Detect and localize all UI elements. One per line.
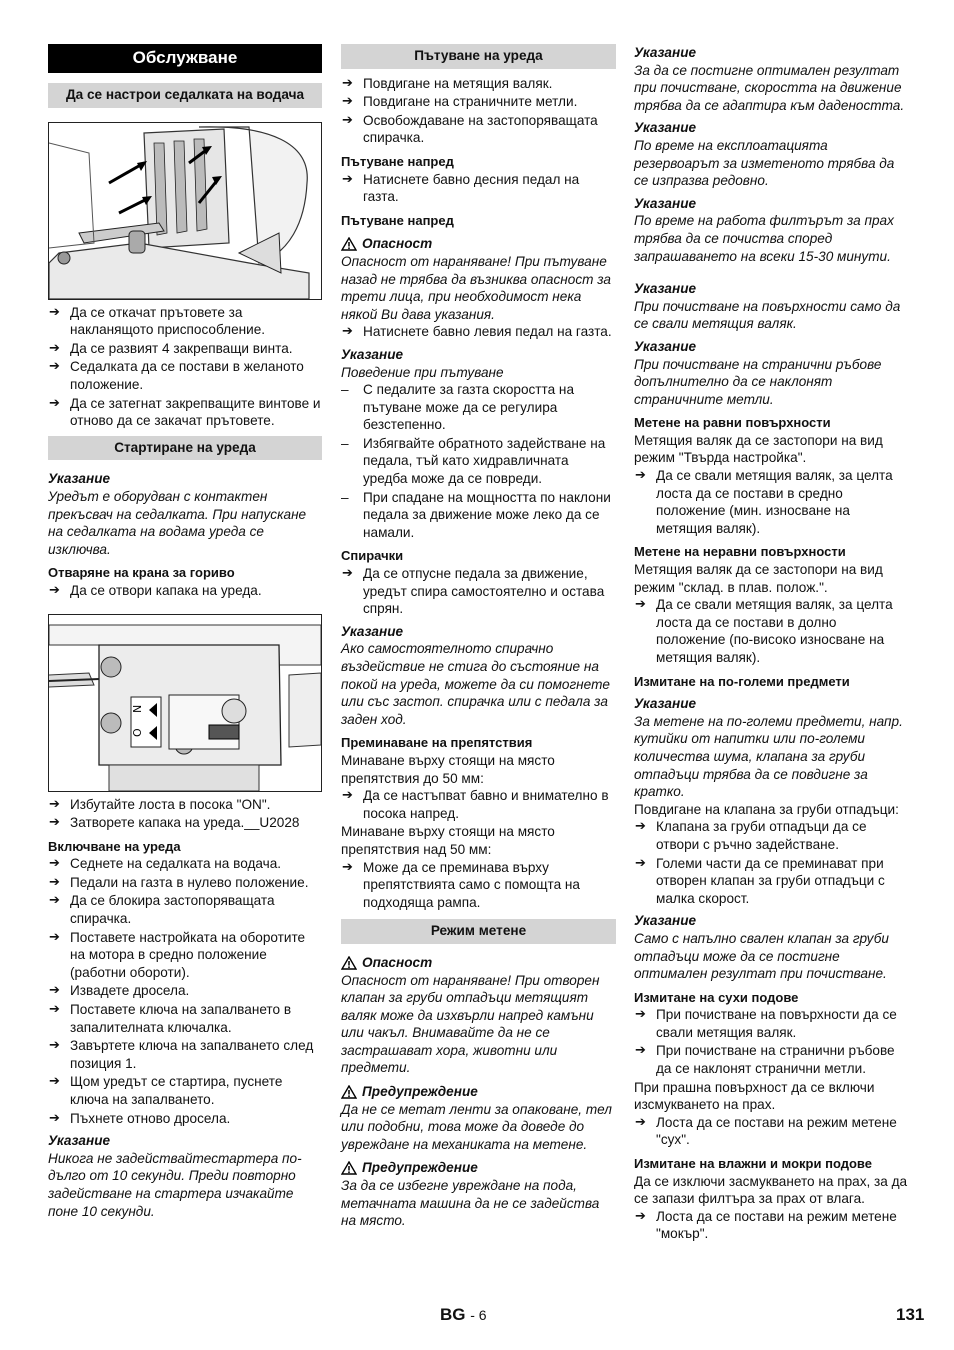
obstacles-text-2: Минаване върху стоящи на място препятствия над 50 мм: [341,824,555,857]
list-item: ➔ Да се настъпват бавно и внимателно в посока напред. [341,787,616,822]
forward-heading-2: Пътуване напред [341,212,454,228]
note-label: Указание [48,471,111,487]
list-item: ➔ Повдигане на страничните метли. [341,93,616,111]
list-item: ➔ Натиснете бавно левия педал на газта. [341,323,616,341]
list-item: ➔ Да се затегнат закрепващите винтове и отново да се закачат прътовете. [48,395,322,430]
switch-on-heading: Включване на уреда [48,838,181,854]
list-item: – При спадане на мощността по наклони педала за движение може леко да се намали. [341,489,616,542]
travel-heading: Пътуване на уреда [341,44,616,69]
list-item: ➔ При почистване на странични ръбове да се наклонят странични метли. [634,1042,908,1077]
wet-steps [634,1208,908,1243]
list-item: ➔ Поставете настройката на оборотите на мотора в средно положение (работни обороти). [48,929,322,982]
danger-label: Опасност [362,236,433,252]
list-item: ➔ Може да се преминава върху препятствията само с помощта на подходяща рампа. [341,859,616,912]
seat-figure [48,122,322,300]
list-item: ➔ Големи части да се преминават при отворен клапан за груби отпадъци с малка скорост. [634,855,908,908]
list-item: ➔ Затворете капака на уреда.__U2028 [48,814,322,832]
note-label: Указание [341,623,404,639]
fuel-figure [48,614,322,792]
fuel-tap-illustration [49,615,321,791]
seat-adjustment-illustration [49,123,321,299]
note-label: Указание [48,1133,111,1149]
note-label: Указание [634,195,697,211]
obstacles-steps-2 [341,859,616,912]
list-item: ➔ Да се свали метящия валяк, за целта лоста да се постави в средно положение (мин. износване на метящия валяк). [634,467,908,537]
list-item: ➔ Клапана за груби отпадъци да се отвори с ръчно задействане. [634,818,908,853]
list-item: ➔ Пъхнете отново дросела. [48,1110,322,1128]
sweep-danger-text: Опасност от нараняване! При отворен клапан за груби отпадъци метящият валяк може да изхвърли напред камъни или чакъл. Внимавайте да не се застрашават хора, животни или предмети. [341,972,600,1076]
flap-steps [634,818,908,907]
flap-text: Повдигане на клапана за груби отпадъци: [634,801,899,817]
note-5: При почистване на странични ръбове допълнително да се наклонят страничните метли. [634,356,882,407]
fig-label-o: O [131,727,144,737]
obstacles-steps-1 [341,787,616,822]
brakes-heading: Спирачки [341,548,404,564]
list-item: ➔ Да се развият 4 закрепващи винта. [48,340,322,358]
note-label: Указание [634,281,697,297]
dust-steps [634,1114,908,1149]
list-item: ➔ Освобождаване на застопоряващата спирачка. [341,112,616,147]
danger-text: Опасност от нараняване! При пътуване назад не трябва да възниква опасност за трети лица, при необходимост нека някой Ви дава указания. [341,253,611,322]
list-item: ➔ Да се откачат прътовете за накланящото приспособление. [48,304,322,339]
list-item: ➔ Да се отпусне педала за движение, уредът спира самостоятелно и остава спрян. [341,565,616,618]
fuel-heading: Отваряне на крана за гориво [48,565,235,581]
forward-heading: Пътуване напред [341,153,454,169]
section-title: Обслужване [48,44,322,73]
even-heading: Метене на равни повърхности [634,415,831,431]
list-item: – С педалите за газта скоростта на пътуване може да се регулира безстепенно. [341,381,616,434]
column-left [48,44,322,1220]
note-1: За да се постигне оптимален резултат при почистване, скоростта на движение трябва да се адаптира към дадеността. [634,62,905,113]
danger-heading [341,235,616,253]
footer-section: - 6 [470,1307,487,1323]
start-note: Уредът е оборудван с контактен прекъсвач на седалката. При напускане на седалката на водама уреда се изключва. [48,488,307,557]
warning-triangle-icon [341,237,357,251]
list-item: ➔ Да се свали метящия валяк, за целта лоста да се постави в долно положение (по-високо износване на метящия валяк). [634,596,908,666]
switch-on-steps [48,855,322,1127]
flap-note: Само с напълно свален клапан за груби отпадъци може да се постигне оптимален резултат при почистване. [634,930,889,982]
wet-text: Да се изключи засмукването на прах, за да се запази филтъра за прах от влага. [634,1173,908,1207]
column-middle [341,44,616,1230]
sweep-danger-heading [341,954,616,972]
obstacles-heading: Преминаване на препятствия [341,735,533,751]
list-item: ➔ Да се отвори капака на уреда. [48,582,322,600]
caution-heading-1 [341,1083,616,1101]
list-item: ➔ Лоста да се постави на режим метене "сух". [634,1114,908,1149]
danger-label: Опасност [362,954,433,970]
footer-language [440,1306,487,1325]
obstacles-text-1: Минаване върху стоящи на място препятствия до 50 мм: [341,752,555,786]
list-item: ➔ Завъртете ключа на запалването след позиция 1. [48,1037,322,1072]
note-label: Указание [634,913,697,929]
page-number: 131 [896,1305,925,1324]
uneven-text: Метящия валяк да се застопори на вид режим "склад. в плав. полож.". [634,562,883,595]
list-item: ➔ Натиснете бавно десния педал на газта. [341,171,616,206]
list-item: ➔ Педали на газта в нулево положение. [48,874,322,892]
wet-heading: Измитане на влажни и мокри подове [634,1156,872,1172]
list-item: ➔ Поставете ключа на запалването в запалителната ключалка. [48,1001,322,1036]
note-label: Указание [634,338,697,354]
list-item: ➔ Извадете дросела. [48,982,322,1000]
list-item: ➔ Повдигане на метящия валяк. [341,75,616,93]
list-item: ➔ Да се блокира застопоряващата спирачка. [48,892,322,927]
warning-triangle-icon [341,1085,357,1099]
footer-lang: BG [440,1305,466,1324]
dust-text: При прашна повърхност да се включи изсмукването на прах. [634,1079,875,1113]
caution-text-2: За да се избегне увреждане на пода, метачната машина да не се задейства на място. [341,1178,600,1229]
warning-triangle-icon [341,1161,357,1175]
uneven-steps [634,596,908,666]
fig-label-n: N [131,704,144,713]
start-heading: Стартиране на уреда [48,436,322,461]
caution-text-1: Да не се метат ленти за опаковане, тел или подобни, това може да доведе до увреждане на механиката на метене. [341,1101,612,1152]
caution-label: Предупреждение [362,1084,478,1100]
sweep-heading: Режим метене [341,919,616,944]
large-items-note: За метене на по-големи предмети, напр. кутийки от напитки или по-големи количества шума, клапана за груби отпадъци трябва да се повдигне за кратко. [634,713,903,800]
brake-note: Ако самостоятелното спирачно въздействие не стига до състояние на покой на уреда, можете да си помогнете или със застоп. спирачка или с педала за заден ход. [341,641,610,727]
note-2: По време на експлоатацията резервоарът за изметеното трябва да се изпразва редовно. [634,137,895,189]
even-text: Метящия валяк да се застопори на вид режим "Твърда настройка". [634,432,883,466]
list-item: ➔ Избутайте лоста в посока "ON". [48,796,322,814]
note-4: При почистване на повърхности само да се свали метящия валяк. [634,298,901,332]
note-label: Указание [634,45,697,60]
caution-heading-2 [341,1159,616,1177]
list-item: – Избягвайте обратното задействане на педала, тъй като хидравличната уредба може да се повреди. [341,435,616,488]
starter-note: Никога не задействайтестартера по-дълго от 10 секунди. Преди повторно задействане на стартера изчакайте поне 10 секунди. [48,1150,302,1219]
seat-heading: Да се настрои седалката на водача [48,83,322,108]
reverse-steps [341,323,616,341]
note-label: Указание [634,120,697,136]
travel-steps [341,75,616,147]
list-item: ➔ При почистване на повърхности да се свали метящия валяк. [634,1006,908,1041]
uneven-heading: Метене на неравни повърхности [634,544,846,560]
column-right [634,44,908,1244]
seat-steps [48,304,322,430]
caution-label: Предупреждение [362,1160,478,1176]
list-item: ➔ Щом уредът се стартира, пуснете ключа на запалването. [48,1073,322,1108]
behaviour-text: Поведение при пътуване [341,364,504,380]
fuel-steps [48,582,322,600]
fuel-steps-2 [48,796,322,832]
note-label: Указание [634,696,697,712]
behaviour-list [341,381,616,541]
list-item: ➔ Седнете на седалката на водача. [48,855,322,873]
even-steps [634,467,908,537]
note-label: Указание [341,346,404,362]
brakes-steps [341,565,616,618]
list-item: ➔ Седалката да се постави в желаното положение. [48,358,322,393]
dry-heading: Измитане на сухи подове [634,989,799,1005]
list-item: ➔ Лоста да се постави на режим метене "мокър". [634,1208,908,1243]
warning-triangle-icon [341,956,357,970]
note-3: По време на работа филтърът за прах трябва да се почиства според запрашаването на всеки 15-30 минути. [634,213,894,264]
forward-steps [341,171,616,206]
dry-steps [634,1006,908,1077]
large-items-heading: Измитане на по-големи предмети [634,673,850,689]
